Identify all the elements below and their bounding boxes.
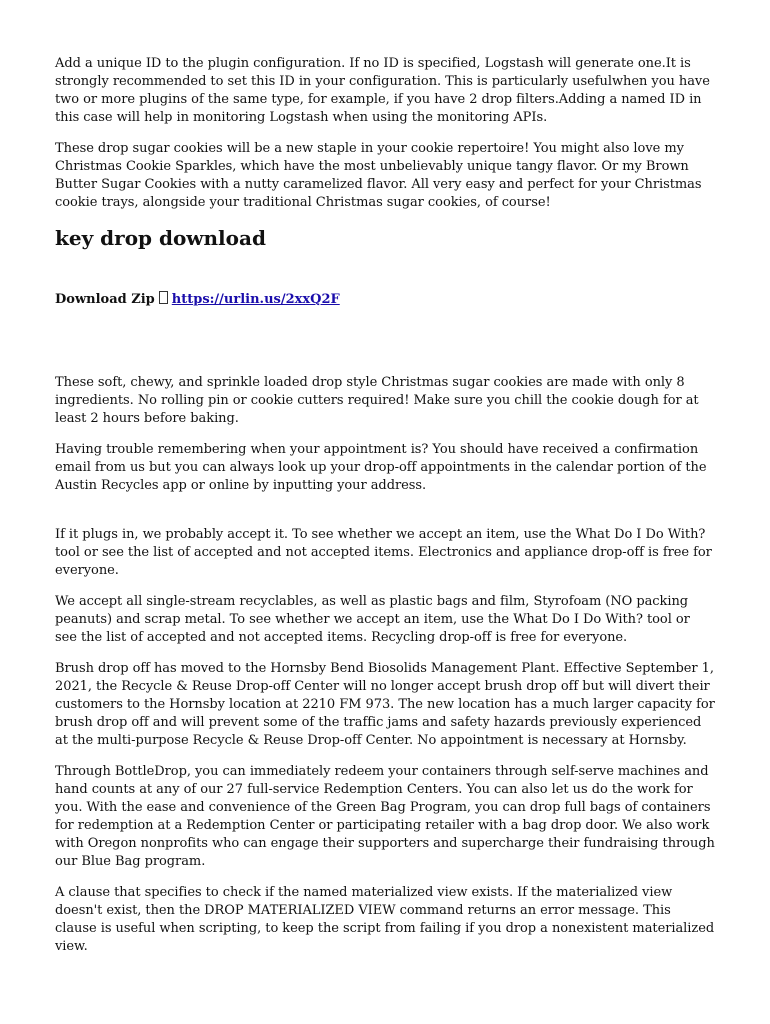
section-heading: key drop download xyxy=(55,226,266,250)
paragraph-electronics-dropoff: If it plugs in, we probably accept it. To see whether we accept an item, use the What Do I Do With? tool or see the list of accepted and not accepted items. Electronics and appliance drop-off is free for everyone. xyxy=(55,527,712,578)
paragraph-recyclables-accepted: We accept all single-stream recyclables, as well as plastic bags and film, Styrofoam (NO packing peanuts) and scrap metal. To see whether we accept an item, use the What Do I Do With? tool or see the list of accepted and not accepted items. Recycling drop-off is free for everyone. xyxy=(55,594,690,645)
document-page xyxy=(55,55,715,969)
spacer xyxy=(55,309,715,374)
paragraph-bottledrop: Through BottleDrop, you can immediately redeem your containers through self-serve machines and hand counts at any of our 27 full-service Redemption Centers. You can also let us do the work for you. With the ease and convenience of the Green Bag Program, you can drop full bags of containers for redemption at a Redemption Center or participating retailer with a bag drop door. We also work with Oregon nonprofits who can engage their supporters and supercharge their fundraising through our Blue Bag program. xyxy=(55,764,715,869)
paragraph-plugin-id: Add a unique ID to the plugin configuration. If no ID is specified, Logstash will generate one.It is strongly recommended to set this ID in your configuration. This is particularly usefulwhen you have two or more plugins of the same type, for example, if you have 2 drop filters.Adding a named ID in this case will help in monitoring Logstash when using the monitoring APIs. xyxy=(55,56,710,125)
paragraph-soft-chewy-cookies: These soft, chewy, and sprinkle loaded drop style Christmas sugar cookies are made with only 8 ingredients. No rolling pin or cookie cutters required! Make sure you chill the cookie dough for at least 2 hours before baking. xyxy=(55,375,699,426)
spacer xyxy=(55,508,715,526)
paragraph-appointment-reminder: Having trouble remembering when your appointment is? You should have received a confirmation email from us but you can always look up your drop-off appointments in the calendar portion of the Austin Recycles app or online by inputting your address. xyxy=(55,442,707,493)
paragraph-materialized-view: A clause that specifies to check if the named materialized view exists. If the materialized view doesn't exist, then the DROP MATERIALIZED VIEW command returns an error message. This clause is useful when scripting, to keep the script from failing if you drop a nonexistent materialized view. xyxy=(55,885,715,954)
paragraph-drop-sugar-cookies: These drop sugar cookies will be a new staple in your cookie repertoire! You might also love my Christmas Cookie Sparkles, which have the most unbelievably unique tangy flavor. Or my Brown Butter Sugar Cookies with a nutty caramelized flavor. All very easy and perfect for your Christmas cookie trays, alongside your traditional Christmas sugar cookies, of course! xyxy=(55,141,702,210)
download-link[interactable]: https://urlin.us/2xxQ2F xyxy=(171,292,340,307)
paragraph-brush-dropoff: Brush drop off has moved to the Hornsby Bend Biosolids Management Plant. Effective September 1, 2021, the Recycle & Reuse Drop-off Center will no longer accept brush drop off but will divert their customers to the Hornsby location at 2210 FM 973. The new location has a much larger capacity for brush drop off and will prevent some of the traffic jams and safety hazards previously experienced at the multi-purpose Recycle & Reuse Drop-off Center. No appointment is necessary at Hornsby. xyxy=(55,661,715,748)
download-label: Download Zip xyxy=(55,292,155,307)
missing-glyph-icon xyxy=(159,291,168,304)
download-line xyxy=(55,291,715,309)
